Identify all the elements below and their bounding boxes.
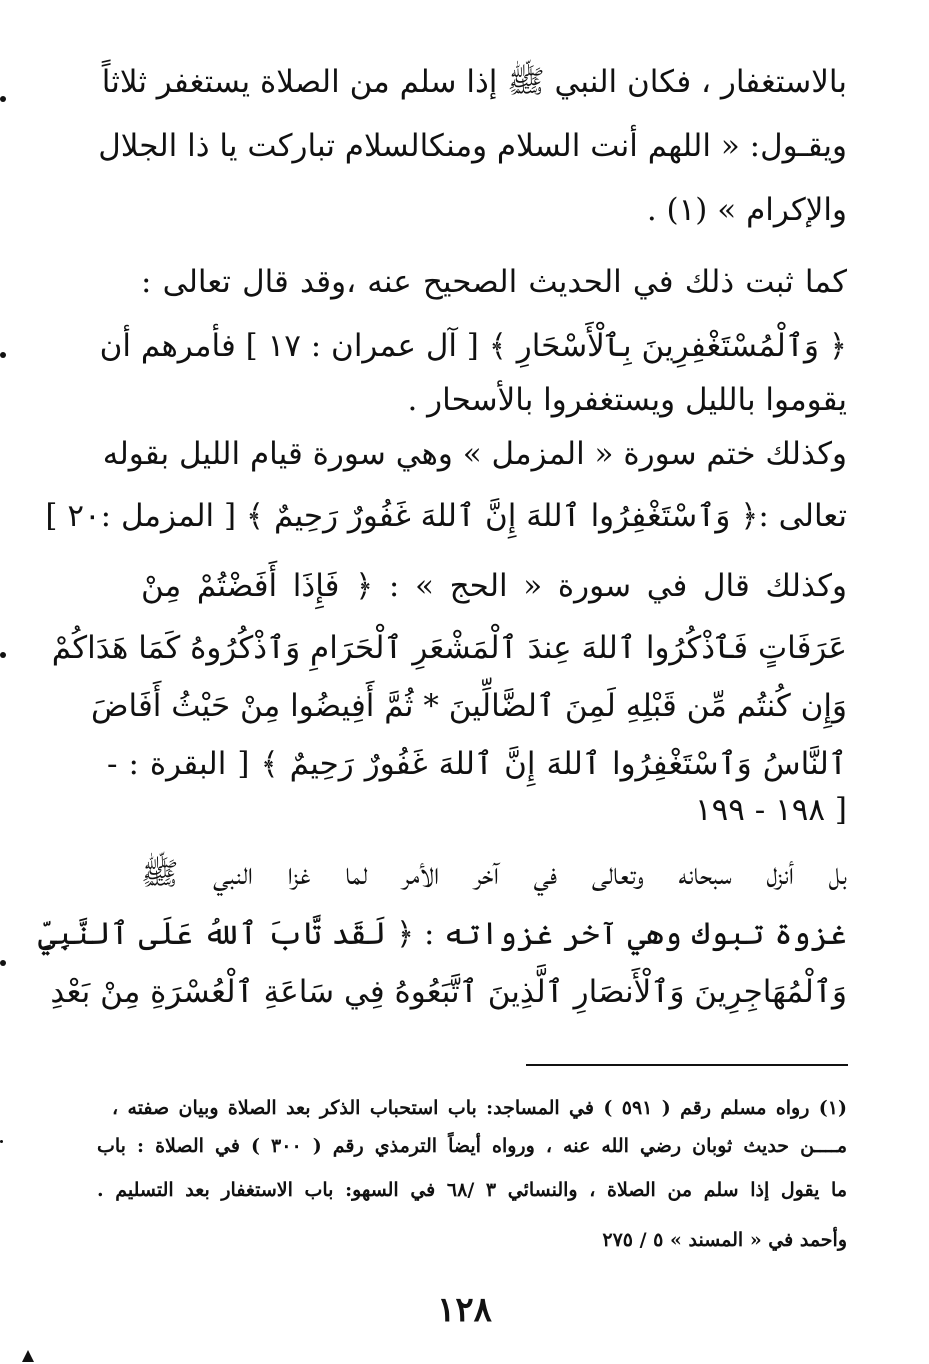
edge-mark (0, 960, 6, 966)
body-line-2: ويقـول: « اللهم أنت السلام ومنكالسلام تباركت يا ذا الجلال (98, 128, 847, 164)
body-line-13: ١٩٨ - ١٩٩ ] (694, 792, 847, 828)
body-line-14: بل أنزل سبحانه وتعالى في آخر الأمر لما غزا النبي ﷺ (141, 856, 847, 892)
body-line-3: والإكرام » (١) . (646, 192, 847, 228)
edge-mark (0, 352, 6, 358)
footnote-separator (526, 1064, 848, 1066)
footnote-line-1: (١) رواه مسلم رقم ( ٥٩١ ) في المساجد: باب استحباب الذكر بعد الصلاة وبيان صفته ، (112, 1097, 847, 1119)
footnote-line-3: ما يقول إذا سلم من الصلاة ، والنسائي ٣ /٦٨ في السهو: باب الاستغفار بعد التسليم . (97, 1179, 847, 1201)
body-line-12: ٱلنَّاسُ وَٱسْتَغْفِرُوا ٱللهَ إِنَّ ٱللهَ غَفُورٌ رَحِيمٌ ﴾ [ البقرة : - (107, 746, 847, 782)
edge-mark (0, 1140, 3, 1143)
body-line-5: ﴿ وَٱلْمُسْتَغْفِرِينَ بِٱلْأَسْحَارِ ﴾ [ آل عمران : ١٧ ] فأمرهم أن (99, 328, 847, 364)
footnote-line-4: وأحمد في « المسند » ٥ / ٢٧٥ (602, 1229, 847, 1251)
body-line-6: يقوموا بالليل ويستغفروا بالأسحار . (407, 382, 847, 418)
edge-mark (0, 96, 6, 102)
body-line-11: وَإِن كُنتُم مِّن قَبْلِهِ لَمِنَ ٱلضَّالِّينَ * ثُمَّ أَفِيضُوا مِنْ حَيْثُ أَفَاضَ (91, 688, 847, 724)
body-line-9: وكذلك قال في سورة « الحج » : ﴿ فَإِذَا أَفَضْتُمْ مِنْ (141, 568, 847, 604)
footnote-line-2: مــــن حديث ثوبان رضي الله عنه ، ورواه أيضاً الترمذي رقم ( ٣٠٠ ) في الصلاة : باب (97, 1135, 848, 1157)
body-line-7: وكذلك ختم سورة « المزمل » وهي سورة قيام الليل بقوله (102, 436, 847, 472)
edge-mark (0, 652, 6, 658)
body-line-8: تعالى :﴿ وَٱسْتَغْفِرُوا ٱللهَ إِنَّ ٱللهَ غَفُورٌ رَحِيمٌ ﴾ [ المزمل :٢٠ ] (45, 498, 847, 534)
corner-mark (22, 1350, 34, 1362)
body-line-16: وَٱلْمُهَاجِرِينَ وَٱلْأَنصَارِ ٱلَّذِينَ ٱتَّبَعُوهُ فِي سَاعَةِ ٱلْعُسْرَةِ مِنْ بَعْدِ (50, 974, 847, 1010)
body-line-1: بالاستغفار ، فكان النبي ﷺ إذا سلم من الصلاة يستغفر ثلاثاً (101, 64, 847, 100)
page-number: ١٢٨ (437, 1290, 492, 1330)
body-line-15: غزوة تبوك وهي آخر غزواته : ﴿ لَقَد تَّابَ ٱللهُ عَلَى ٱلنَّبِيِّ (37, 916, 847, 952)
body-line-10: عَرَفَاتٍ فَٱذْكُرُوا ٱللهَ عِندَ ٱلْمَشْعَرِ ٱلْحَرَامِ وَٱذْكُرُوهُ كَمَا هَدَاكُمْ (51, 630, 847, 666)
body-line-4: كما ثبت ذلك في الحديث الصحيح عنه ،وقد قال تعالى : (141, 264, 847, 300)
